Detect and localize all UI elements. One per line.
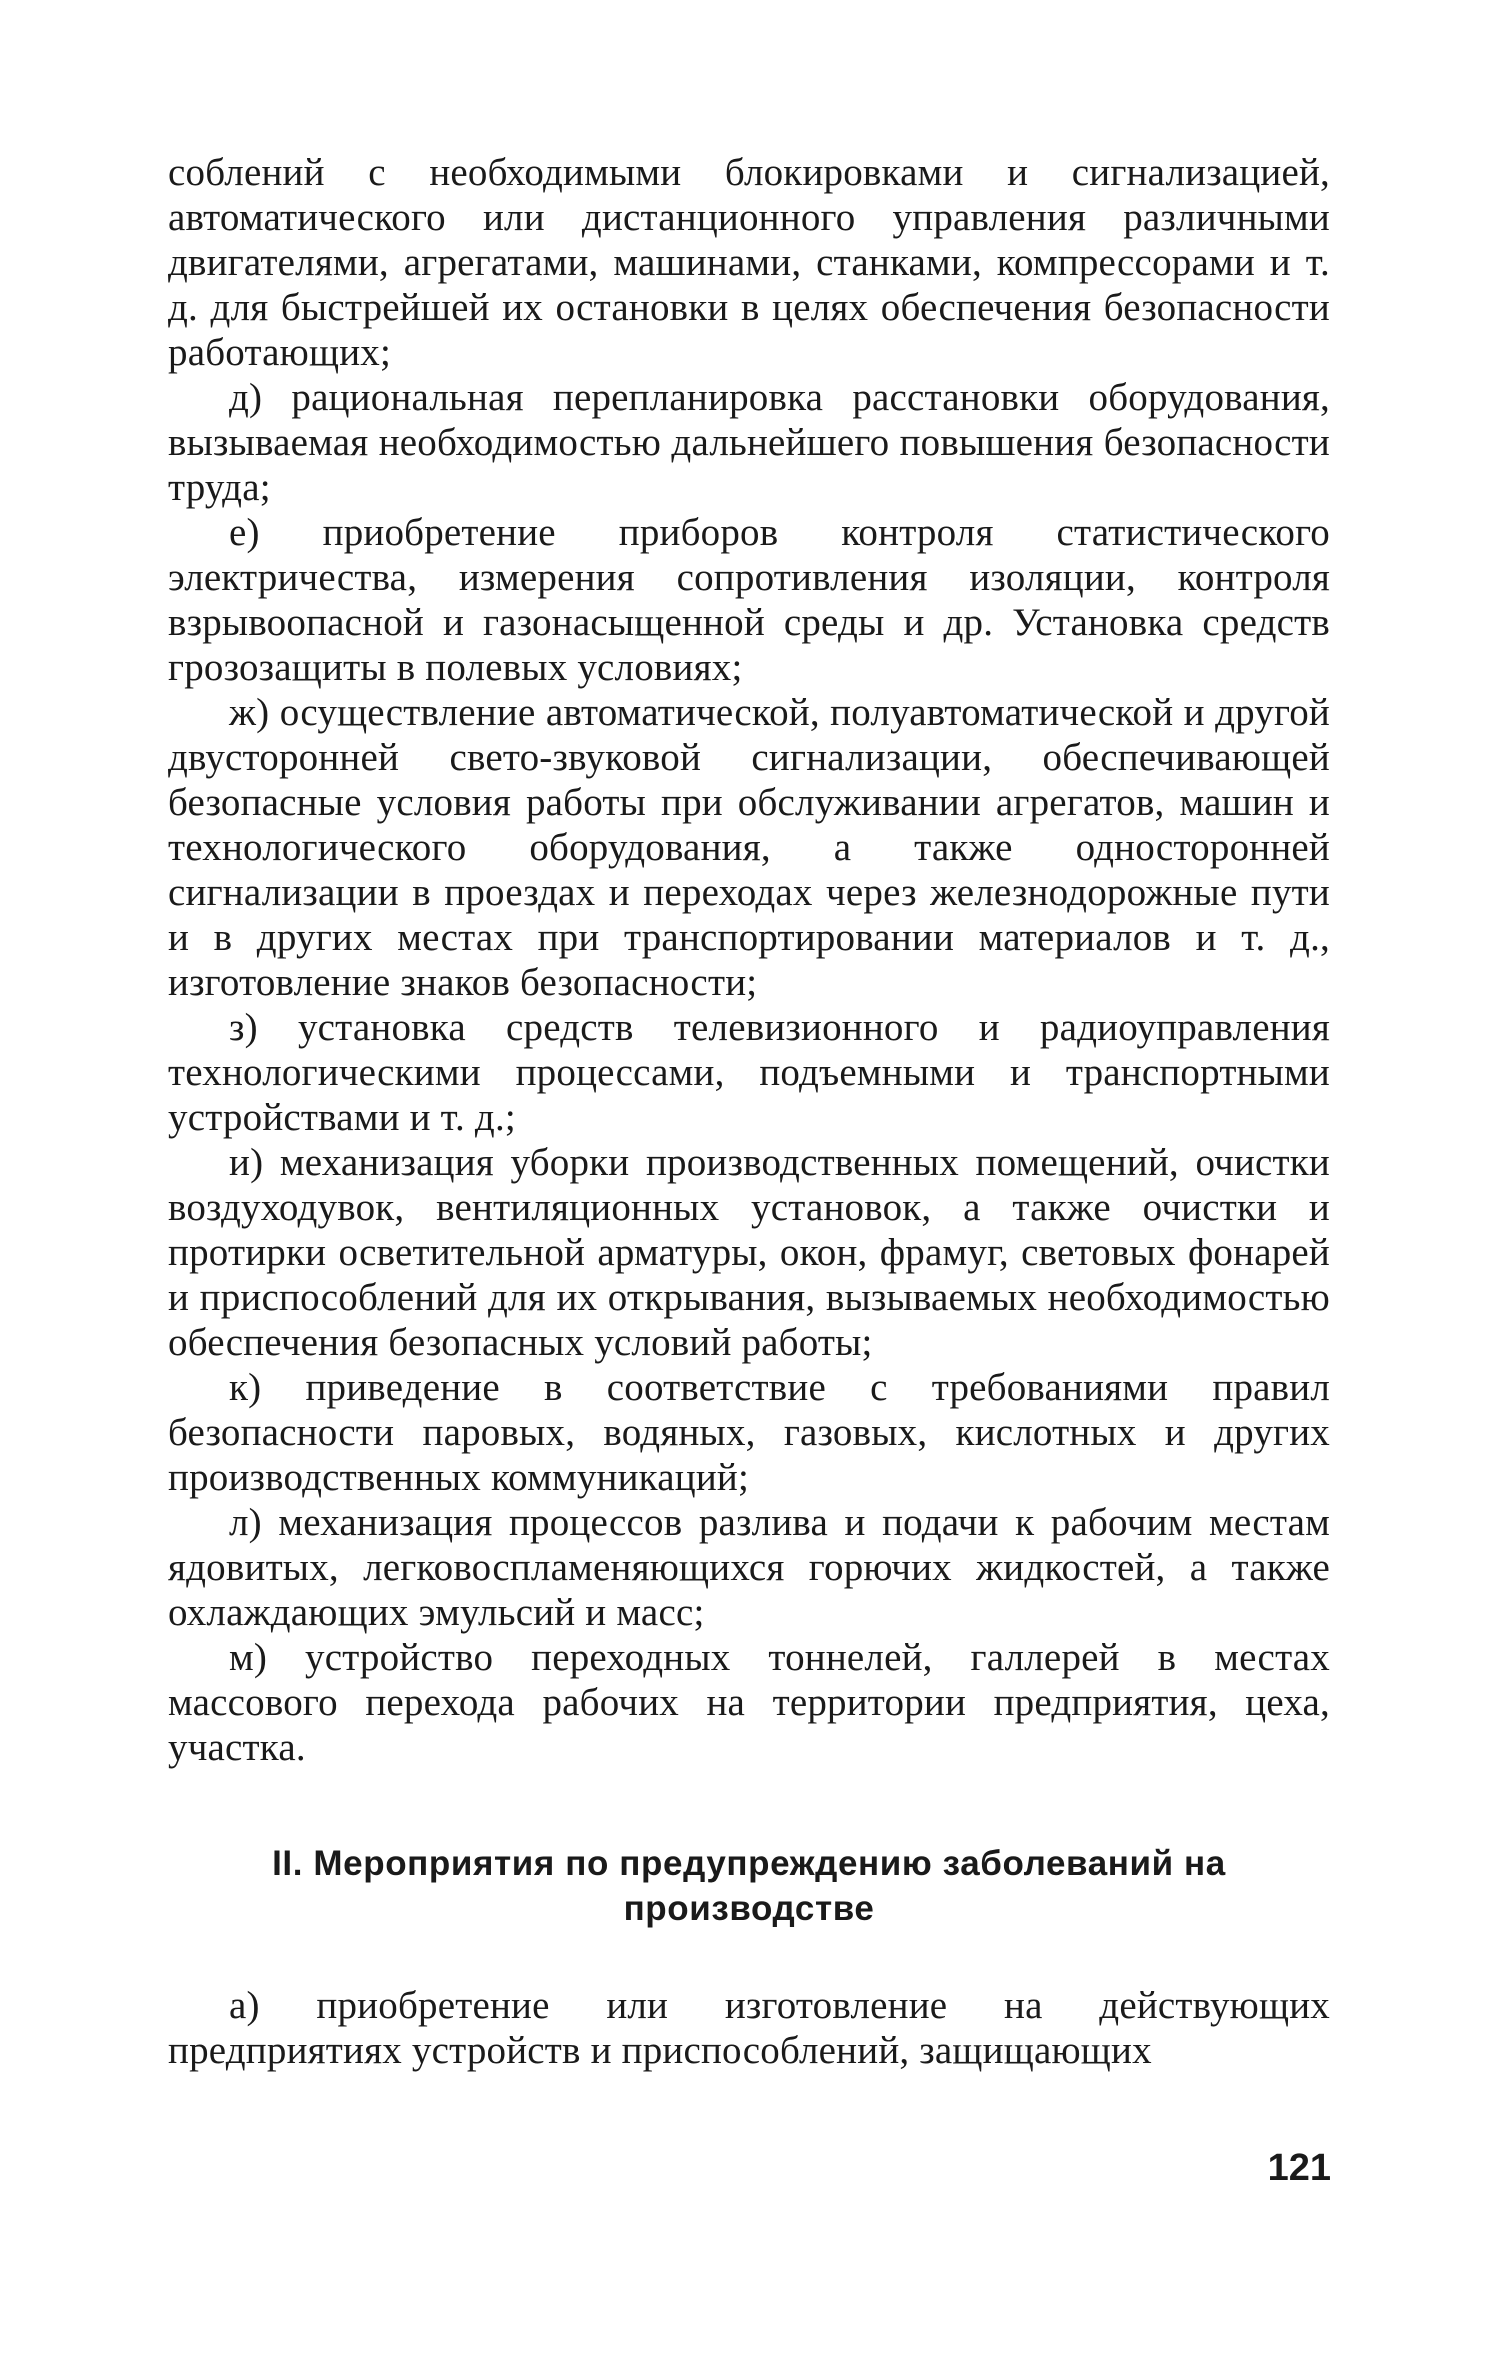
paragraph-item-d: д) рациональная перепланировка расстановки оборудования, вызываемая необходимостью дальнейшего повышения безопасности труда;: [168, 376, 1330, 509]
paragraph-item-zh: ж) осуществление автоматической, полуавтоматической и другой двусторонней свето-звуковой сигнализации, обеспечивающей безопасные условия работы при обслуживании агрегатов, машин и технологического оборудования, а также односторонней сигнализации в проездах и переходах через железнодорожные пути и в других местах при транспортировании материалов и т. д., изготовление знаков безопасности;: [168, 691, 1330, 1004]
paragraph-item-z: з) установка средств телевизионного и радиоуправления технологическими процессами, подъемными и транспортными устройствами и т. д.;: [168, 1006, 1330, 1139]
paragraph-item-k: к) приведение в соответствие с требованиями правил безопасности паровых, водяных, газовых, кислотных и других производственных коммуникаций;: [168, 1366, 1330, 1499]
paragraph-continuation: соблений с необходимыми блокировками и сигнализацией, автоматического или дистанционного управления различными двигателями, агрегатами, машинами, станками, компрессорами и т. д. для быстрейшей их остановки в целях обеспечения безопасности работающих;: [168, 151, 1330, 374]
page-body: [168, 150, 1330, 2073]
page-number: 121: [1267, 2147, 1331, 2189]
paragraph-item-e: е) приобретение приборов контроля статистического электричества, измерения сопротивления изоляции, контроля взрывоопасной и газонасыщенной среды и др. Установка средств грозозащиты в полевых условиях;: [168, 511, 1330, 689]
paragraph-item-a: а) приобретение или изготовление на действующих предприятиях устройств и приспособлений, защищающих: [168, 1984, 1330, 2072]
paragraph-item-i: и) механизация уборки производственных помещений, очистки воздуходувок, вентиляционных установок, а также очистки и протирки осветительной арматуры, окон, фрамуг, световых фонарей и приспособлений для их открывания, вызываемых необходимостью обеспечения безопасных условий работы;: [168, 1141, 1330, 1364]
paragraph-item-m: м) устройство переходных тоннелей, галлерей в местах массового перехода рабочих на территории предприятия, цеха, участка.: [168, 1636, 1330, 1769]
section-heading: II. Мероприятия по предупреждению заболеваний на производстве: [272, 1844, 1226, 1928]
paragraph-item-l: л) механизация процессов разлива и подачи к рабочим местам ядовитых, легковоспламеняющихся горючих жидкостей, а также охлаждающих эмульсий и масс;: [168, 1501, 1330, 1634]
